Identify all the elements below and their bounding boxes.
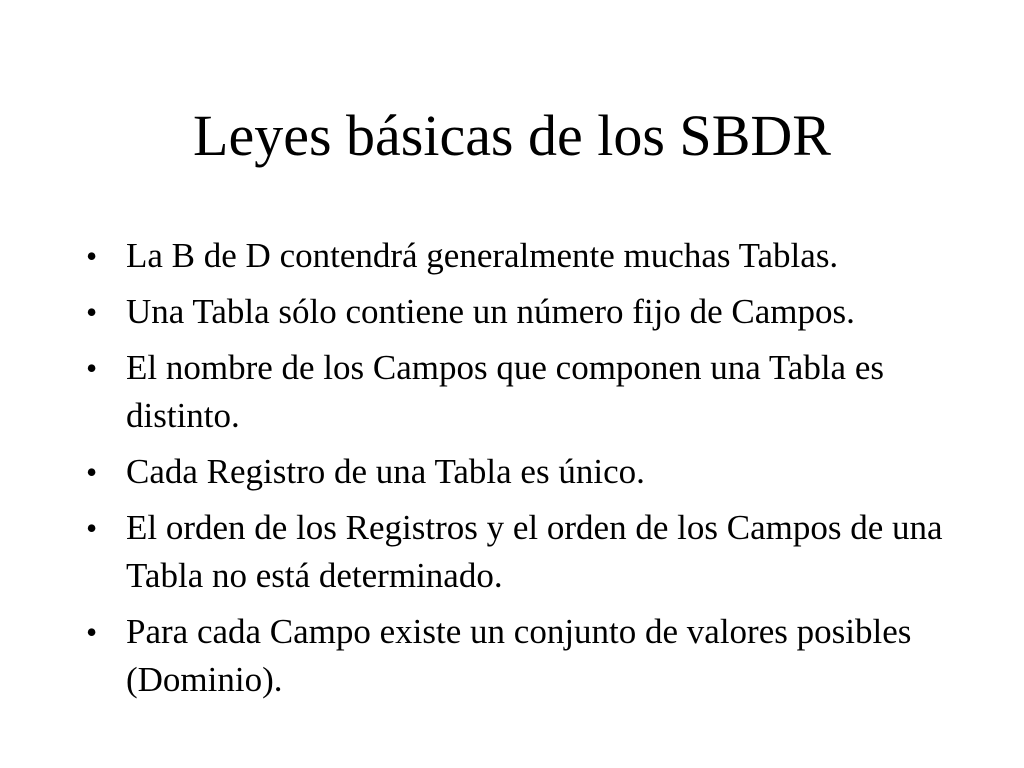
bullet-item: [86, 288, 966, 336]
bullet-icon: •: [86, 454, 98, 490]
bullet-text: Para cada Campo existe un conjunto de valores posibles (Dominio).: [126, 612, 912, 699]
bullet-icon: •: [86, 614, 98, 650]
bullet-text: Una Tabla sólo contiene un número fijo de Campos.: [126, 292, 855, 331]
slide-title: Leyes básicas de los SBDR: [193, 103, 831, 168]
bullet-text: Cada Registro de una Tabla es único.: [126, 452, 645, 491]
bullet-icon: •: [86, 238, 98, 274]
bullet-item: [86, 448, 966, 496]
bullet-text: La B de D contendrá generalmente muchas Tablas.: [126, 236, 839, 275]
bullet-icon: •: [86, 294, 98, 330]
bullet-text: El orden de los Registros y el orden de los Campos de una Tabla no está determinado.: [126, 508, 943, 595]
bullet-item: [86, 344, 966, 440]
bullet-list: [86, 232, 966, 712]
bullet-item: [86, 232, 966, 280]
bullet-icon: •: [86, 510, 98, 546]
bullet-text: El nombre de los Campos que componen una Tabla es distinto.: [126, 348, 884, 435]
bullet-item: [86, 504, 966, 600]
bullet-item: [86, 608, 966, 704]
bullet-icon: •: [86, 350, 98, 386]
